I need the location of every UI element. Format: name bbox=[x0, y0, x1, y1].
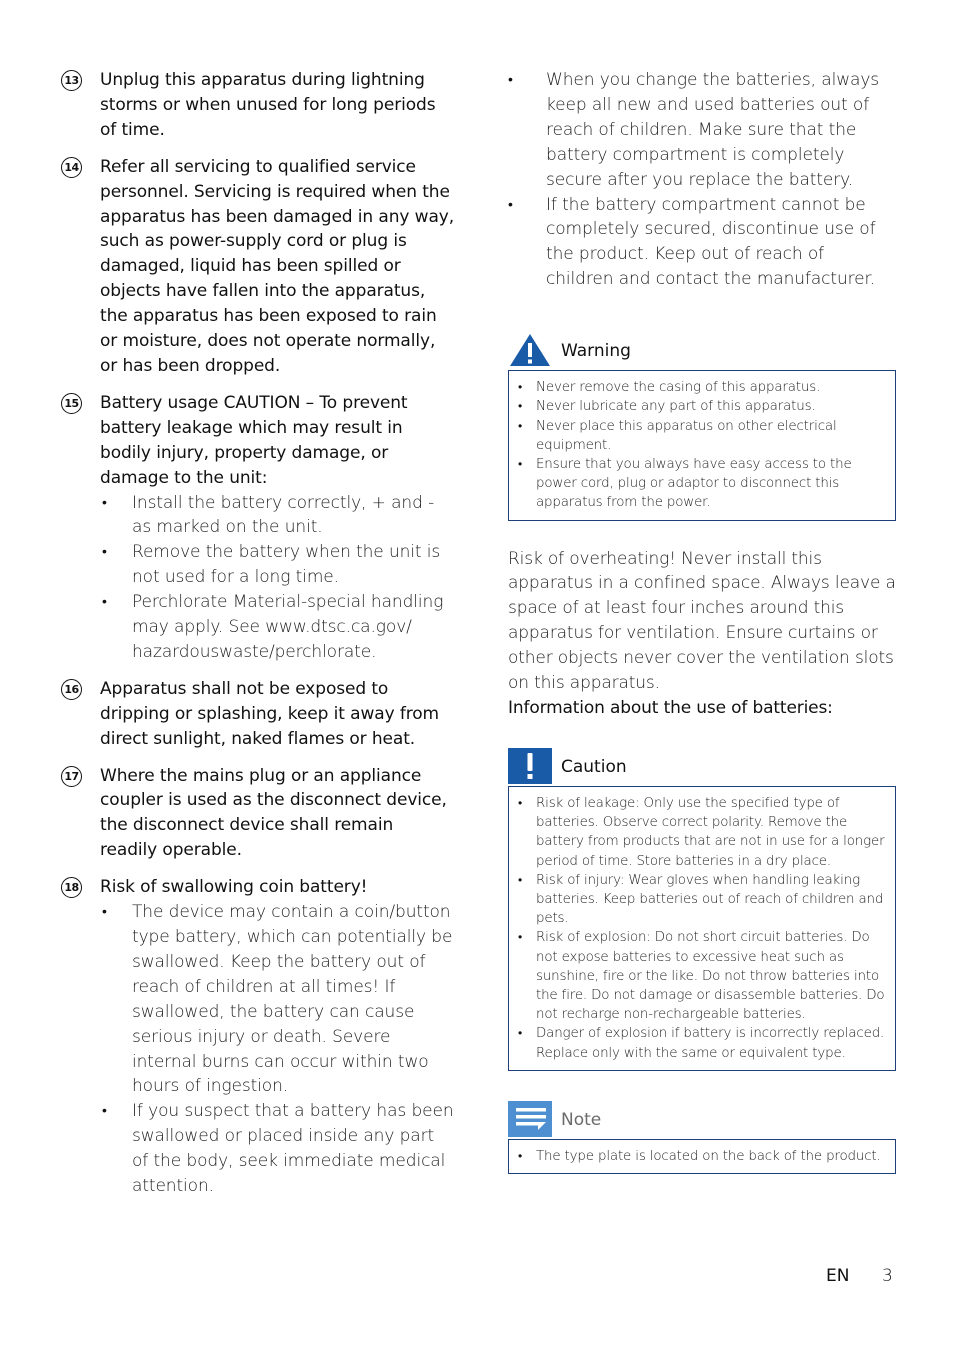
item-text: Battery usage CAUTION – To prevent battery leakage which may result in bodily injury, property damage, or damage to the unit: bbox=[100, 392, 408, 488]
warning-box bbox=[508, 332, 896, 520]
bullet-item: • When you change the batteries, always keep all new and used batteries out of reach of children. Make sure that the battery compartment is completely secure after you replace the battery. bbox=[508, 68, 896, 193]
numbered-list bbox=[60, 68, 455, 1199]
numbered-item bbox=[60, 155, 455, 379]
caution-item: • Danger of explosion if battery is incorrectly replaced. Replace only with the same or equivalent type. bbox=[517, 1024, 887, 1062]
sublist-item: • Remove the battery when the unit is not used for a long time. bbox=[100, 540, 455, 590]
caution-item: • Risk of leakage: Only use the specified type of batteries. Observe correct polarity. Remove the battery from products that are not in use for a longer period of time. Store batteries in a dry place. bbox=[517, 794, 887, 871]
note-body bbox=[508, 1139, 896, 1174]
numbered-item bbox=[60, 875, 455, 1199]
numbered-item bbox=[60, 68, 455, 143]
item-text: Apparatus shall not be exposed to dripping or splashing, keep it away from direct sunlight, naked flames or heat. bbox=[100, 678, 439, 749]
numbered-item bbox=[60, 391, 455, 665]
item-number-badge: 16 bbox=[61, 679, 82, 700]
page-number: 3 bbox=[882, 1266, 893, 1286]
warning-item: • Never place this apparatus on other electrical equipment. bbox=[517, 417, 887, 455]
page-footer bbox=[826, 1266, 893, 1286]
caution-box bbox=[508, 748, 896, 1071]
item-number-badge: 18 bbox=[61, 877, 82, 898]
batteries-heading: Information about the use of batteries: bbox=[508, 698, 833, 719]
item-sublist bbox=[100, 900, 455, 1199]
battery-bullets bbox=[508, 68, 896, 292]
item-number-badge: 14 bbox=[61, 157, 82, 178]
bullet-item: • If the battery compartment cannot be completely secured, discontinue use of the product. Keep out of reach of children and contact the manufacturer. bbox=[508, 193, 896, 293]
note-box bbox=[508, 1101, 896, 1174]
warning-item: • Never remove the casing of this apparatus. bbox=[517, 378, 887, 397]
sublist-item: • Install the battery correctly, + and - as marked on the unit. bbox=[100, 491, 455, 541]
note-item: • The type plate is located on the back of the product. bbox=[517, 1147, 887, 1166]
left-column bbox=[60, 68, 455, 1211]
item-text: Risk of swallowing coin battery! bbox=[100, 877, 368, 898]
item-number-badge: 17 bbox=[61, 766, 82, 787]
item-sublist bbox=[100, 491, 455, 665]
warning-item: • Never lubricate any part of this apparatus. bbox=[517, 397, 887, 416]
warning-icon bbox=[508, 332, 552, 368]
caution-body bbox=[508, 786, 896, 1071]
numbered-item bbox=[60, 764, 455, 864]
numbered-item bbox=[60, 677, 455, 752]
item-number-badge: 13 bbox=[61, 70, 82, 91]
item-text: Unplug this apparatus during lightning storms or when unused for long periods of time. bbox=[100, 70, 436, 140]
warning-body bbox=[508, 370, 896, 520]
sublist-item: • If you suspect that a battery has been swallowed or placed inside any part of the body, seek immediate medical attention. bbox=[100, 1099, 455, 1199]
item-text: Refer all servicing to qualified service personnel. Servicing is required when the apparatus has been damaged in any way, such as power-supply cord or plug is damaged, liquid has been spilled or objects have fallen into the apparatus, the apparatus has been exposed to rain or moisture, does not operate normally, or has been dropped. bbox=[100, 156, 455, 376]
caution-title: Caution bbox=[561, 756, 627, 777]
language-code: EN bbox=[826, 1266, 850, 1286]
item-number-badge: 15 bbox=[61, 393, 82, 414]
caution-item: • Risk of injury: Wear gloves when handling leaking batteries. Keep batteries out of reach of children and pets. bbox=[517, 871, 887, 929]
item-text: Where the mains plug or an appliance coupler is used as the disconnect device, the disconnect device shall remain readily operable. bbox=[100, 765, 447, 861]
warning-title: Warning bbox=[561, 341, 631, 362]
note-icon bbox=[508, 1101, 552, 1137]
sublist-item: • The device may contain a coin/button type battery, which can potentially be swallowed. Keep the battery out of reach of children at all times! If swallowed, the battery can cause serious injury or death. Severe internal burns can occur within two hours of ingestion. bbox=[100, 900, 455, 1099]
sublist-item: • Perchlorate Material-special handling may apply. See www.dtsc.ca.gov/ hazardouswaste/perchlorate. bbox=[100, 590, 455, 665]
note-title: Note bbox=[561, 1109, 602, 1130]
caution-item: • Risk of explosion: Do not short circuit batteries. Do not expose batteries to excessive heat such as sunshine, fire or the like. Do not throw batteries into the fire. Do not damage or disassemble batteries. Do not recharge non-rechargeable batteries. bbox=[517, 928, 887, 1024]
right-column bbox=[508, 68, 896, 1174]
exclamation-icon bbox=[508, 748, 552, 784]
overheat-paragraph: Risk of overheating! Never install this apparatus in a confined space. Always leave a space of at least four inches around this apparatus for ventilation. Ensure curtains or other objects never cover the ventilation slots on this apparatus. bbox=[508, 548, 896, 694]
warning-item: • Ensure that you always have easy access to the power cord, plug or adaptor to disconnect this apparatus from the power. bbox=[517, 455, 887, 513]
